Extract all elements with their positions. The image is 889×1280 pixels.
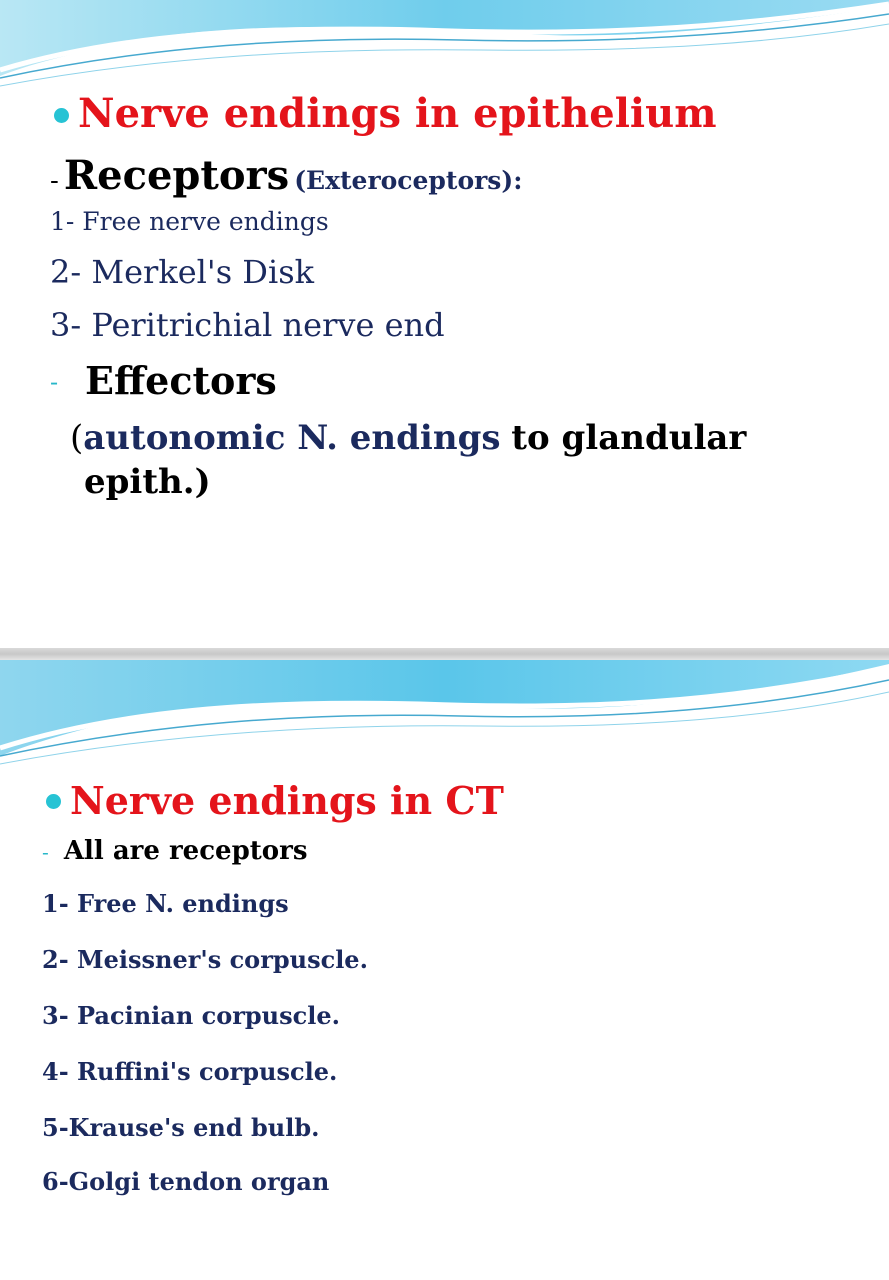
slide-connective-tissue — [0, 660, 889, 1280]
effectors-note-autonomic: autonomic N. endings — [83, 418, 501, 458]
effectors-note-line — [70, 418, 746, 458]
ct-item-3: 3- Pacinian corpuscle. — [42, 1001, 340, 1030]
slide2-heading: Nerve endings in CT — [70, 778, 504, 823]
receptors-line — [50, 152, 522, 199]
ct-item-5: 5-Krause's end bulb. — [42, 1113, 320, 1142]
effectors-dash: - — [50, 368, 59, 396]
subheading: All are receptors — [63, 836, 308, 866]
ct-item-6: 6-Golgi tendon organ — [42, 1167, 330, 1196]
effectors-note-glandular: to glandular — [511, 418, 747, 458]
bullet-dot-icon — [54, 108, 69, 123]
receptor-item-1: 1- Free nerve endings — [50, 207, 329, 236]
receptor-item-2: 2- Merkel's Disk — [50, 253, 314, 291]
ct-item-4: 4- Ruffini's corpuscle. — [42, 1057, 338, 1086]
slide1-heading: Nerve endings in epithelium — [78, 90, 717, 137]
effectors-note-epith: epith.) — [84, 462, 211, 502]
slide-divider — [0, 648, 889, 660]
receptor-item-3: 3- Peritrichial nerve end — [50, 306, 445, 344]
bullet-dot-icon — [46, 794, 61, 809]
receptors-note: (Exteroceptors): — [294, 166, 523, 195]
receptors-label: Receptors — [63, 152, 290, 199]
receptors-dash: - — [50, 166, 59, 196]
effectors-label: Effectors — [85, 358, 277, 403]
effectors-open-paren: ( — [70, 418, 84, 458]
ct-item-1: 1- Free N. endings — [42, 889, 289, 918]
wave-banner-decoration — [0, 660, 889, 770]
subheading-line — [42, 836, 307, 866]
subheading-dash: - — [42, 840, 49, 864]
ct-item-2: 2- Meissner's corpuscle. — [42, 945, 368, 974]
